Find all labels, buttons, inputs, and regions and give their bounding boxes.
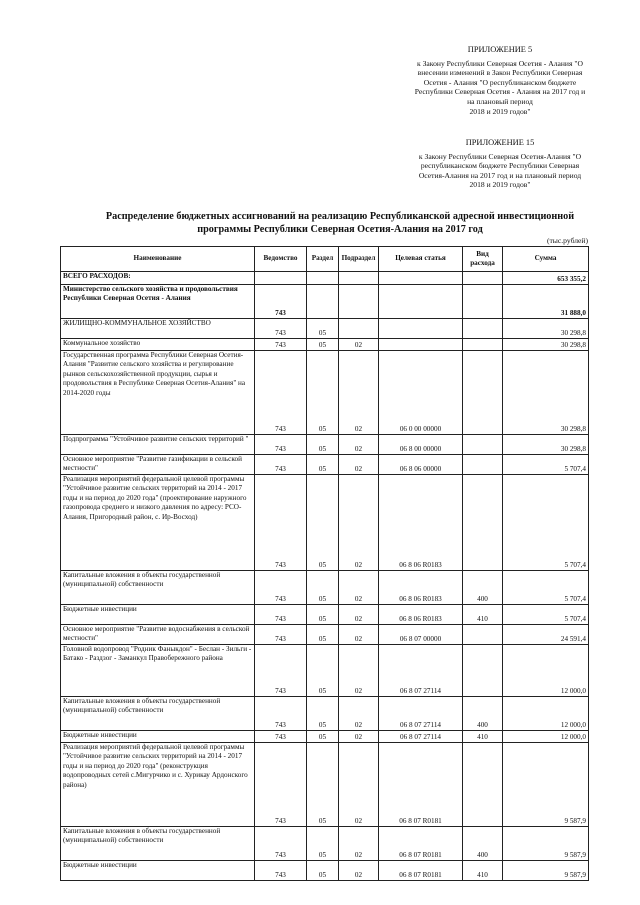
expense-type-cell <box>463 285 503 319</box>
appendix-5-heading: ПРИЛОЖЕНИЕ 5 <box>467 45 533 54</box>
name-cell: Государственная программа Республики Северная Осетия-Алания "Развитие сельского хозяйства и регулирование рынков сельскохозяйственной продукции, сырья и продовольствия в Республике Северная Осетия-Алания" на 2014-2020 годы <box>61 351 255 435</box>
sum-cell: 12 000,0 <box>503 645 589 697</box>
name-cell: Министерство сельского хозяйства и продовольствия Республики Северная Осетия - Алания <box>61 285 255 319</box>
table-row <box>61 697 589 731</box>
target-article-cell: 06 8 07 27114 <box>379 645 463 697</box>
target-article-cell: 06 8 07 R0181 <box>379 743 463 827</box>
section-cell: 05 <box>307 319 339 339</box>
target-article-cell: 06 8 06 R0183 <box>379 475 463 571</box>
table-row <box>61 731 589 743</box>
sum-cell: 9 587,9 <box>503 861 589 881</box>
sum-cell: 12 000,0 <box>503 697 589 731</box>
title-line-2: программы Республики Северная Осетия-Алания на 2017 год <box>197 224 483 235</box>
subsection-cell: 02 <box>339 697 379 731</box>
section-cell: 05 <box>307 351 339 435</box>
section-cell: 05 <box>307 697 339 731</box>
expense-type-cell: 410 <box>463 731 503 743</box>
appendix-15-line: к Закону Республики Северная Осетия-Алания "О <box>418 151 582 161</box>
subsection-cell: 02 <box>339 743 379 827</box>
table-row <box>61 435 589 455</box>
table-header-row <box>61 247 589 272</box>
table-row <box>61 475 589 571</box>
sum-cell: 30 298,8 <box>503 435 589 455</box>
expense-type-cell <box>463 351 503 435</box>
sum-cell: 30 298,8 <box>503 319 589 339</box>
department-cell: 743 <box>255 285 307 319</box>
name-cell: Реализация мероприятий федеральной целевой программы "Устойчивое развитие сельских территорий на 2014 - 2017 годы и на период до 2020 года" (проектирование наружного газопровода среднего и низкого давления по адресу: РСО-Алания, Пригородный район, с. Ир-Восход) <box>61 475 255 571</box>
table-row <box>61 455 589 475</box>
subsection-cell: 02 <box>339 339 379 351</box>
target-article-cell: 06 8 00 00000 <box>379 435 463 455</box>
title-line-1: Распределение бюджетных ассигнований на реализацию Республиканской адресной инвестиционной <box>105 211 575 222</box>
section-cell: 05 <box>307 645 339 697</box>
table-row <box>61 861 589 881</box>
table-row <box>61 571 589 605</box>
section-cell: 05 <box>307 743 339 827</box>
expense-type-cell: 400 <box>463 827 503 861</box>
name-cell: Основное мероприятие "Развитие водоснабжения в сельской местности" <box>61 625 255 645</box>
table-row <box>61 351 589 435</box>
subsection-cell: 02 <box>339 625 379 645</box>
total-row <box>61 272 589 285</box>
subsection-cell: 02 <box>339 435 379 455</box>
section-cell: 05 <box>307 731 339 743</box>
header-target-article: Целевая статья <box>379 247 463 272</box>
expense-type-cell <box>463 435 503 455</box>
header-expense-type: Вид расхода <box>463 247 503 272</box>
table-row <box>61 339 589 351</box>
sum-cell: 30 298,8 <box>503 351 589 435</box>
department-cell: 743 <box>255 827 307 861</box>
expense-type-cell <box>463 319 503 339</box>
appendix-15-line: 2018 и 2019 годов" <box>469 180 531 190</box>
section-cell: 05 <box>307 435 339 455</box>
appendix-15-line: Осетия-Алания на 2017 год и на плановый период <box>418 170 582 180</box>
appendix-5-line: к Закону Республики Северная Осетия - Алания "О <box>417 58 583 68</box>
department-cell: 743 <box>255 743 307 827</box>
subsection-cell: 02 <box>339 645 379 697</box>
document-title <box>60 210 620 236</box>
expense-type-cell <box>463 455 503 475</box>
expense-type-cell <box>463 645 503 697</box>
section-cell: 05 <box>307 339 339 351</box>
header-sum: Сумма <box>503 247 589 272</box>
target-article-cell: 06 8 07 27114 <box>379 697 463 731</box>
sum-cell: 5 707,4 <box>503 455 589 475</box>
subsection-cell: 02 <box>339 475 379 571</box>
subsection-cell: 02 <box>339 571 379 605</box>
subsection-cell: 02 <box>339 827 379 861</box>
name-cell: Реализация мероприятий федеральной целевой программы "Устойчивое развитие сельских территорий на 2014 - 2017 годы и на период до 2020 года" (реконструкция водопроводных сетей с.Мигурчико и с. Хурикау Ардонского района) <box>61 743 255 827</box>
target-article-cell <box>379 319 463 339</box>
header-section: Раздел <box>307 247 339 272</box>
department-cell: 743 <box>255 697 307 731</box>
name-cell: Бюджетные инвестиции <box>61 861 255 881</box>
section-cell: 05 <box>307 861 339 881</box>
table-row <box>61 827 589 861</box>
target-article-cell: 06 8 07 27114 <box>379 731 463 743</box>
sum-cell: 24 591,4 <box>503 625 589 645</box>
department-cell: 743 <box>255 731 307 743</box>
sum-cell: 5 707,4 <box>503 605 589 625</box>
table-row <box>61 743 589 827</box>
expense-type-cell: 400 <box>463 697 503 731</box>
department-cell: 743 <box>255 861 307 881</box>
subsection-cell: 02 <box>339 861 379 881</box>
appendix-5-line: Осетия - Алания "О республиканском бюджете <box>423 77 577 87</box>
section-cell: 05 <box>307 571 339 605</box>
name-cell: Бюджетные инвестиции <box>61 731 255 743</box>
appendix-5-line: 2018 и 2019 годов" <box>469 106 531 116</box>
target-article-cell: 06 8 06 R0183 <box>379 605 463 625</box>
department-cell: 743 <box>255 605 307 625</box>
department-cell: 743 <box>255 645 307 697</box>
expense-type-cell <box>463 339 503 351</box>
appendix-15-block <box>392 138 608 190</box>
expense-type-cell <box>463 625 503 645</box>
expense-type-cell <box>463 743 503 827</box>
expense-type-cell <box>463 475 503 571</box>
sum-cell: 9 587,9 <box>503 743 589 827</box>
target-article-cell: 06 0 00 00000 <box>379 351 463 435</box>
name-cell: Головной водопровод "Родник Фаныкдон" - Беслан - Зильги - Батако - Раздзог - Заманкул Правобережного района <box>61 645 255 697</box>
section-cell: 05 <box>307 455 339 475</box>
sum-cell: 12 000,0 <box>503 731 589 743</box>
subsection-cell <box>339 319 379 339</box>
sum-cell: 5 707,4 <box>503 475 589 571</box>
appendix-5-line: Республики Северная Осетия - Алания на 2017 год и <box>414 87 586 97</box>
department-cell: 743 <box>255 351 307 435</box>
header-department: Ведомство <box>255 247 307 272</box>
subsection-cell: 02 <box>339 455 379 475</box>
table-row <box>61 319 589 339</box>
header-name: Наименование <box>61 247 255 272</box>
name-cell: Коммунальное хозяйство <box>61 339 255 351</box>
appendix-5-line: внесении изменений в Закон Республики Северная <box>417 68 583 78</box>
name-cell: Капитальные вложения в объекты государственной (муниципальной) собственности <box>61 697 255 731</box>
department-cell: 743 <box>255 455 307 475</box>
appendix-15-line: республиканском бюджете Республики Северная <box>420 161 580 171</box>
expense-type-cell: 410 <box>463 605 503 625</box>
total-sum: 653 355,2 <box>503 272 589 285</box>
name-cell: ЖИЛИЩНО-КОММУНАЛЬНОЕ ХОЗЯЙСТВО <box>61 319 255 339</box>
name-cell: Основное мероприятие "Развитие газификации в сельской местности" <box>61 455 255 475</box>
sum-cell: 9 587,9 <box>503 827 589 861</box>
subsection-cell <box>339 285 379 319</box>
section-cell: 05 <box>307 475 339 571</box>
department-cell: 743 <box>255 339 307 351</box>
department-cell: 743 <box>255 435 307 455</box>
name-cell: Подпрограмма "Устойчивое развитие сельских территорий " <box>61 435 255 455</box>
target-article-cell: 06 8 06 00000 <box>379 455 463 475</box>
expense-type-cell: 400 <box>463 571 503 605</box>
table-row <box>61 625 589 645</box>
section-cell: 05 <box>307 605 339 625</box>
sum-cell: 30 298,8 <box>503 339 589 351</box>
target-article-cell <box>379 285 463 319</box>
appendix-5-line: на плановый период <box>467 96 533 106</box>
section-cell <box>307 285 339 319</box>
section-cell: 05 <box>307 625 339 645</box>
budget-table <box>60 246 589 881</box>
sum-cell: 5 707,4 <box>503 571 589 605</box>
target-article-cell: 06 8 07 R0181 <box>379 827 463 861</box>
table-row <box>61 605 589 625</box>
department-cell: 743 <box>255 625 307 645</box>
department-cell: 743 <box>255 319 307 339</box>
target-article-cell: 06 8 06 R0183 <box>379 571 463 605</box>
header-subsection: Подраздел <box>339 247 379 272</box>
target-article-cell <box>379 339 463 351</box>
table-row <box>61 645 589 697</box>
department-cell: 743 <box>255 475 307 571</box>
name-cell: Бюджетные инвестиции <box>61 605 255 625</box>
subsection-cell: 02 <box>339 605 379 625</box>
table-row <box>61 285 589 319</box>
name-cell: Капитальные вложения в объекты государственной (муниципальной) собственности <box>61 827 255 861</box>
section-cell: 05 <box>307 827 339 861</box>
subsection-cell: 02 <box>339 731 379 743</box>
expense-type-cell: 410 <box>463 861 503 881</box>
target-article-cell: 06 8 07 00000 <box>379 625 463 645</box>
target-article-cell: 06 8 07 R0181 <box>379 861 463 881</box>
units-label: (тыс.рублей) <box>546 236 588 245</box>
total-label: ВСЕГО РАСХОДОВ: <box>61 272 255 285</box>
sum-cell: 31 888,0 <box>503 285 589 319</box>
department-cell: 743 <box>255 571 307 605</box>
subsection-cell: 02 <box>339 351 379 435</box>
appendix-15-heading: ПРИЛОЖЕНИЕ 15 <box>465 138 535 147</box>
name-cell: Капитальные вложения в объекты государственной (муниципальной) собственности <box>61 571 255 605</box>
appendix-5-block <box>392 45 608 116</box>
